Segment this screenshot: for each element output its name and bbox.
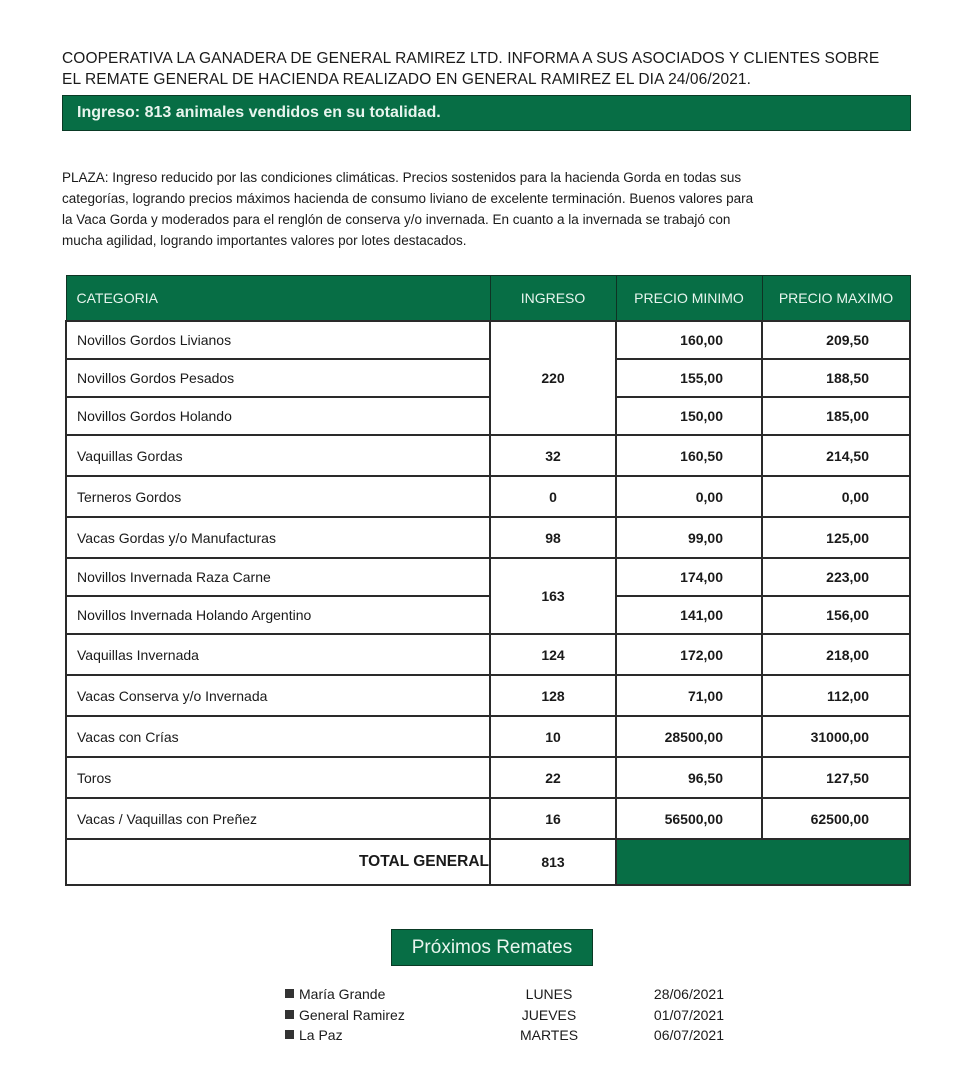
- header-ingreso: INGRESO: [490, 276, 616, 322]
- remate-day: MARTES: [519, 1027, 579, 1043]
- cell-precio-min: 141,00: [616, 596, 762, 634]
- cell-precio-min: 160,00: [616, 321, 762, 359]
- total-row: [66, 839, 910, 885]
- cell-precio-max: 214,50: [762, 435, 910, 476]
- cell-categoria: Vacas Gordas y/o Manufacturas: [66, 517, 490, 558]
- table-row: [66, 716, 910, 757]
- cell-precio-max: 185,00: [762, 397, 910, 435]
- header-precio-maximo: PRECIO MAXIMO: [762, 276, 910, 322]
- intro-text: [62, 48, 902, 90]
- proximos-remates-title: Próximos Remates: [391, 929, 593, 966]
- remate-date: 06/07/2021: [653, 1027, 724, 1043]
- square-bullet-icon: [285, 1030, 294, 1039]
- cell-precio-max: 112,00: [762, 675, 910, 716]
- table-row: [66, 675, 910, 716]
- cell-categoria: Novillos Gordos Pesados: [66, 359, 490, 397]
- cell-categoria: Novillos Gordos Livianos: [66, 321, 490, 359]
- cell-precio-min: 172,00: [616, 634, 762, 675]
- cell-ingreso: 163: [490, 558, 616, 634]
- cell-categoria: Terneros Gordos: [66, 476, 490, 517]
- cell-precio-min: 96,50: [616, 757, 762, 798]
- remate-date: 28/06/2021: [653, 986, 724, 1002]
- cell-precio-min: 71,00: [616, 675, 762, 716]
- cell-precio-min: 160,50: [616, 435, 762, 476]
- proximos-remates-list: [285, 984, 725, 1046]
- remate-day: LUNES: [525, 986, 573, 1002]
- intro-line: COOPERATIVA LA GANADERA DE GENERAL RAMIREZ LTD. INFORMA A SUS ASOCIADOS Y CLIENTES SOBRE: [62, 50, 880, 67]
- cell-precio-max: 223,00: [762, 558, 910, 596]
- remate-place: La Paz: [299, 1027, 343, 1043]
- list-item: [285, 984, 725, 1005]
- table-row: [66, 757, 910, 798]
- cell-ingreso: 0: [490, 476, 616, 517]
- plaza-line: PLAZA: Ingreso reducido por las condiciones climáticas. Precios sostenidos para la hacienda Gorda en todas sus: [62, 170, 742, 185]
- cell-ingreso: 10: [490, 716, 616, 757]
- cell-precio-max: 188,50: [762, 359, 910, 397]
- cell-precio-min: 150,00: [616, 397, 762, 435]
- ingreso-banner: Ingreso: 813 animales vendidos en su totalidad.: [62, 95, 911, 131]
- cell-precio-max: 156,00: [762, 596, 910, 634]
- cell-categoria: Vacas con Crías: [66, 716, 490, 757]
- table-row: [66, 634, 910, 675]
- cell-precio-max: 209,50: [762, 321, 910, 359]
- table-row: [66, 435, 910, 476]
- cell-precio-min: 0,00: [616, 476, 762, 517]
- cell-precio-max: 0,00: [762, 476, 910, 517]
- plaza-line: mucha agilidad, logrando importantes valores por lotes destacados.: [62, 233, 467, 248]
- cell-ingreso: 220: [490, 321, 616, 435]
- remate-date: 01/07/2021: [653, 1006, 724, 1023]
- header-precio-minimo: PRECIO MINIMO: [616, 276, 762, 322]
- cell-categoria: Vacas Conserva y/o Invernada: [66, 675, 490, 716]
- cell-categoria: Toros: [66, 757, 490, 798]
- cell-ingreso: 32: [490, 435, 616, 476]
- total-label: TOTAL GENERAL: [66, 839, 490, 885]
- table-row: [66, 596, 910, 634]
- cell-precio-min: 28500,00: [616, 716, 762, 757]
- table-row: [66, 558, 910, 596]
- table-row: [66, 476, 910, 517]
- list-item: [285, 1025, 725, 1046]
- cell-categoria: Vaquillas Gordas: [66, 435, 490, 476]
- plaza-line: la Vaca Gorda y moderados para el renglón de conserva y/o invernada. En cuanto a la invernada se trabajó con: [62, 212, 731, 227]
- total-fill-block: [616, 839, 910, 885]
- header-categoria: CATEGORIA: [66, 276, 490, 322]
- cell-precio-max: 218,00: [762, 634, 910, 675]
- cell-ingreso: 128: [490, 675, 616, 716]
- cell-categoria: Vaquillas Invernada: [66, 634, 490, 675]
- cell-precio-min: 99,00: [616, 517, 762, 558]
- cell-categoria: Novillos Invernada Raza Carne: [66, 558, 490, 596]
- cell-precio-max: 125,00: [762, 517, 910, 558]
- list-item: [285, 1005, 725, 1026]
- table-row: [66, 798, 910, 839]
- intro-line: EL REMATE GENERAL DE HACIENDA REALIZADO EN GENERAL RAMIREZ EL DIA 24/06/2021.: [62, 71, 752, 88]
- cell-ingreso: 22: [490, 757, 616, 798]
- cell-precio-max: 127,50: [762, 757, 910, 798]
- remate-place: General Ramirez: [299, 1006, 405, 1023]
- cell-precio-min: 174,00: [616, 558, 762, 596]
- plaza-line: categorías, logrando precios máximos hacienda de consumo liviano de excelente terminación. Buenos valores para: [62, 191, 754, 206]
- square-bullet-icon: [285, 989, 294, 998]
- cell-categoria: Novillos Gordos Holando: [66, 397, 490, 435]
- cell-precio-max: 62500,00: [762, 798, 910, 839]
- table-row: [66, 517, 910, 558]
- cell-precio-min: 56500,00: [616, 798, 762, 839]
- table-row: [66, 359, 910, 397]
- total-value: 813: [490, 839, 616, 885]
- cell-ingreso: 98: [490, 517, 616, 558]
- prices-table: [65, 275, 911, 886]
- table-row: [66, 321, 910, 359]
- square-bullet-icon: [285, 1010, 294, 1019]
- cell-precio-min: 155,00: [616, 359, 762, 397]
- cell-ingreso: 16: [490, 798, 616, 839]
- table-header-row: [66, 276, 910, 322]
- cell-categoria: Vacas / Vaquillas con Preñez: [66, 798, 490, 839]
- plaza-paragraph: [62, 167, 862, 251]
- cell-categoria: Novillos Invernada Holando Argentino: [66, 596, 490, 634]
- cell-precio-max: 31000,00: [762, 716, 910, 757]
- remate-day: JUEVES: [521, 1006, 577, 1023]
- cell-ingreso: 124: [490, 634, 616, 675]
- table-row: [66, 397, 910, 435]
- remate-place: María Grande: [299, 986, 386, 1002]
